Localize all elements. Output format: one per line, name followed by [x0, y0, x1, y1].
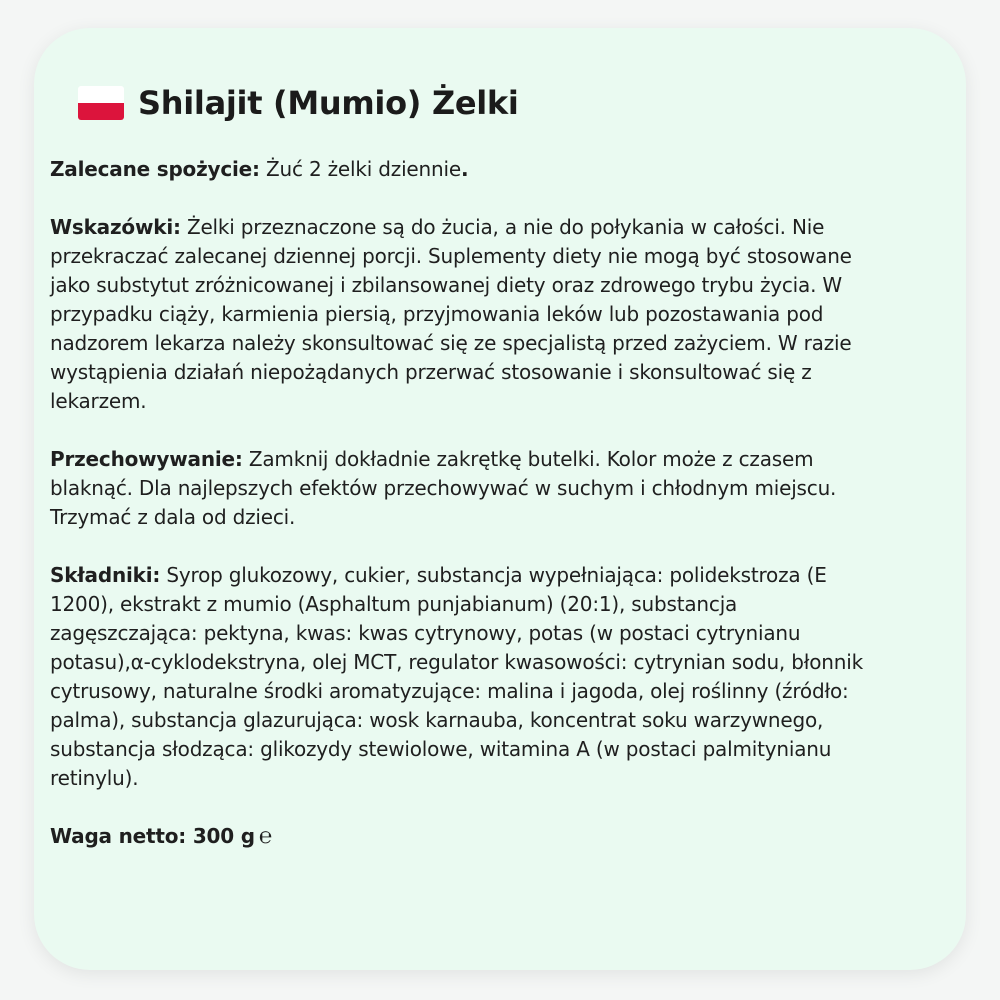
- directions-text: Żelki przeznaczone są do żucia, a nie do połykania w całości. Nie przekraczać zalecanej dziennej porcji. Suplementy diety nie mogą być stosowane jako substytut zróżnicowanej i zbilansowanej diety oraz zdrowego trybu życia. W przypadku ciąży, karmienia piersią, przyjmowania leków lub pozostawania pod nadzorem lekarza należy skonsultować się ze specjalistą przed zażyciem. W razie wystąpienia działań niepożądanych przerwać stosowanie i skonsultować się z lekarzem.: [50, 215, 852, 413]
- estimated-sign-icon: ℮: [258, 824, 272, 849]
- section-net-weight: [50, 822, 890, 851]
- net-weight-label: Waga netto: 300 g: [50, 824, 255, 848]
- dosage-suffix: .: [460, 157, 469, 181]
- dosage-text: Żuć 2 żelki dziennie: [259, 157, 461, 181]
- section-dosage: [50, 155, 890, 184]
- flag-red-stripe: [78, 103, 124, 120]
- ingredients-label: Składniki:: [50, 563, 161, 587]
- section-directions: [50, 213, 890, 416]
- storage-label: Przechowywanie:: [50, 447, 243, 471]
- section-storage: [50, 445, 890, 532]
- dosage-label: Zalecane spożycie:: [50, 157, 260, 181]
- section-ingredients: [50, 561, 890, 793]
- label-content: [50, 155, 890, 880]
- flag-white-stripe: [78, 86, 124, 103]
- storage-text: Zamknij dokładnie zakrętkę butelki. Kolor może z czasem blaknąć. Dla najlepszych efektów przechowywać w suchym i chłodnym miejscu. Trzymać z dala od dzieci.: [50, 447, 837, 529]
- header: [78, 84, 519, 122]
- product-title: Shilajit (Mumio) Żelki: [138, 84, 519, 122]
- poland-flag-icon: [78, 86, 124, 120]
- ingredients-text: Syrop glukozowy, cukier, substancja wypełniająca: polidekstroza (E 1200), ekstrakt z mumio (Asphaltum punjabianum) (20:1), substancja zagęszczająca: pektyna, kwas: kwas cytrynowy, potas (w postaci cytrynianu potasu),α-cyklodekstryna, olej MCT, regulator kwasowości: cytrynian sodu, błonnik cytrusowy, naturalne środki aromatyzujące: malina i jagoda, olej roślinny (źródło: palma), substancja glazurująca: wosk karnauba, koncentrat soku warzywnego, substancja słodząca: glikozydy stewiolowe, witamina A (w postaci palmitynianu retinylu).: [50, 563, 863, 790]
- directions-label: Wskazówki:: [50, 215, 181, 239]
